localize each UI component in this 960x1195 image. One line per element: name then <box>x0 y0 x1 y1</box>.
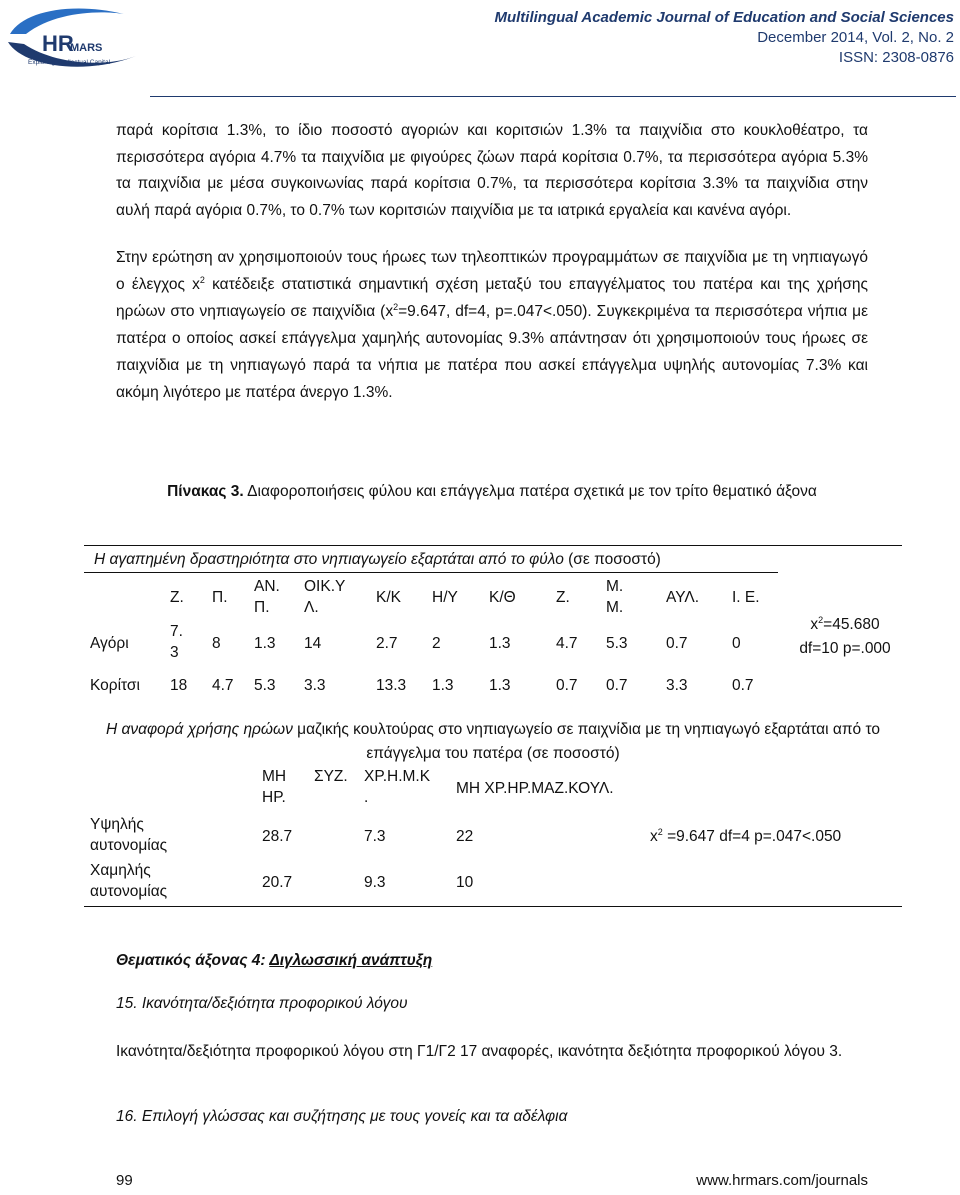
table1-cell: 14 <box>304 635 322 652</box>
table1-cell: 3.3 <box>304 677 326 694</box>
table1-cell: 0.7 <box>732 677 754 694</box>
table1-stat-line-2: df=10 p=.000 <box>799 640 891 657</box>
journal-issue: December 2014, Vol. 2, No. 2 <box>757 29 954 46</box>
table1-cell: 1.3 <box>489 677 511 694</box>
table1-col-header: Ζ. <box>170 589 184 606</box>
section-heading <box>116 952 868 970</box>
paragraph-2 <box>116 244 868 406</box>
table2-bottom-rule <box>84 906 902 907</box>
table1-col-header: ΑΥΛ. <box>666 589 700 606</box>
table1-title <box>94 549 661 570</box>
table2-stat-sup: 2 <box>657 826 663 837</box>
table1-col-header: Κ/Θ <box>489 589 516 606</box>
table2-stat-a: =9.647 df=4 p=.047<.050 <box>662 828 842 845</box>
table1-title-italic: Η αγαπημένη δραστηριότητα στο νηπιαγωγείο εξαρτάται από το φύλο <box>94 551 564 568</box>
section-paragraph: Ικανότητα/δεξιότητα προφορικού λόγου στη Γ1/Γ2 17 αναφορές, ικανότητα δεξιότητα προφορικού λόγου 3. <box>116 1043 843 1060</box>
table2-col-header: ΜΗ ΗΡ. <box>262 768 287 806</box>
table2-stat-x: x <box>650 828 658 845</box>
paragraph-1: παρά κορίτσια 1.3%, το ίδιο ποσοστό αγοριών και κοριτσιών 1.3% τα παιχνίδια στο κουκλοθέατρο, τα περισσότερα αγόρια 4.7% τα παιχνίδια με φιγούρες ζώων παρά κορίτσια 0.7%, τα περισσότερα αγόρια 5.3% τα παιχνίδια με μέσα συγκοινωνίας παρά κορίτσια 0.7%, τα περισσότερα κορίτσια 3.3% τα παιχνίδια στην αυλή παρά αγόρια 0.7%, το 0.7% των κοριτσιών παιχνίδια με τα ιατρικά εργαλεία και κανένα αγόρι. <box>116 122 868 219</box>
table1-stat-sup: 2 <box>818 614 824 625</box>
section-heading-underlined: Διγλωσσική ανάπτυξη <box>269 952 433 969</box>
table2-cell: 22 <box>456 828 474 845</box>
table1-row-label: Κορίτσι <box>90 677 140 694</box>
table2-col-header: ΧΡ.Η.Μ.Κ . <box>364 768 431 806</box>
table1-cell: 4.7 <box>212 677 234 694</box>
journal-issn: ISSN: 2308-0876 <box>838 49 954 66</box>
table1-cell: 3.3 <box>666 677 688 694</box>
table1-cell: 0.7 <box>606 677 628 694</box>
footer-url[interactable]: www.hrmars.com/journals <box>696 1172 868 1189</box>
table1-cell: 1.3 <box>432 677 454 694</box>
table1-cell: 7. 3 <box>170 623 183 661</box>
table1-col-header: Ι. Ε. <box>732 589 760 606</box>
table2-title-italic: Η αναφορά χρήσης ηρώων <box>106 721 293 738</box>
table2-row-label: Χαμηλής αυτονομίας <box>90 862 168 900</box>
table1-col-header: ΑΝ. Π. <box>254 578 280 616</box>
table1-col-header: Κ/Κ <box>376 589 401 606</box>
table2-cell: 10 <box>456 874 474 891</box>
table2-cell: 7.3 <box>364 828 386 845</box>
table1-stat-line-1 <box>782 614 908 635</box>
table1-cell: 2 <box>432 635 441 652</box>
table1-cell: 1.3 <box>489 635 511 652</box>
p2-text-a: Στην ερώτηση αν χρησιμοποιούν τους ήρωες των τηλεοπτικών προγραμμάτων σε παιχνίδια με τη νηπιαγωγό ο έλεγχος x <box>116 249 868 293</box>
hrmars-logo <box>4 4 154 74</box>
table-caption-label: Πίνακας 3. <box>167 483 244 500</box>
table2-cell: 20.7 <box>262 874 293 891</box>
p2-text-c: =9.647, df=4, p=.047<.050). Συγκεκριμένα τα περισσότερα νήπια με πατέρα ο οποίος ασκεί επάγγελμα χαμηλής αυτονομίας 9.3% απάντησαν ότι χρησιμοποιούν τους ήρωες σε παιχνίδια με τη νηπιαγωγό παρά τα νήπια με πατέρα που ασκεί επάγγελμα υψηλής αυτονομίας 7.3% και ακόμη λιγότερο με πατέρα άνεργο 1.3%. <box>116 303 869 401</box>
table2-stat <box>650 826 841 847</box>
item-15: 15. Ικανότητα/δεξιότητα προφορικού λόγου <box>116 995 408 1012</box>
table1-cell: 0.7 <box>556 677 578 694</box>
page-number: 99 <box>116 1172 133 1189</box>
table1-cell: 0 <box>732 635 741 652</box>
table1-col-header: ΟΙΚ.Υ Λ. <box>304 578 346 616</box>
table1-cell: 8 <box>212 635 221 652</box>
table-caption <box>116 478 868 506</box>
section-heading-prefix: Θεματικός άξονας 4: <box>116 952 270 969</box>
table1-stat-x: x <box>810 616 819 633</box>
p2-sup-2: 2 <box>393 301 399 312</box>
table-caption-text: Διαφοροποιήσεις φύλου και επάγγελμα πατέρα σχετικά με τον τρίτο θεματικό άξονα <box>243 483 817 500</box>
table2-title-plain: μαζικής κουλτούρας στο νηπιαγωγείο σε παιχνίδια με τη νηπιαγωγό εξαρτάται από το επάγγελμα του πατέρα (σε ποσοστό) <box>292 721 880 762</box>
table2-col-header: ΣΥΖ. <box>314 768 348 785</box>
table1-col-header: Π. <box>212 589 228 606</box>
table1-top-rule <box>84 545 902 546</box>
table2-cell: 28.7 <box>262 828 293 845</box>
table1-stat-a: =45.680 <box>823 616 880 633</box>
table2-row-label: Υψηλής αυτονομίας <box>90 816 168 854</box>
table2-title <box>84 718 902 766</box>
table1-col-header: Η/Υ <box>432 589 458 606</box>
table1-col-header: Ζ. <box>556 589 570 606</box>
table1-cell: 0.7 <box>666 635 688 652</box>
logo-main-text: HR <box>42 31 74 56</box>
journal-title: Multilingual Academic Journal of Education and Social Sciences <box>494 9 954 26</box>
table1-cell: 13.3 <box>376 677 407 694</box>
p2-sup-1: 2 <box>199 274 205 285</box>
item-16: 16. Επιλογή γλώσσας και συζήτησης με τους γονείς και τα αδέλφια <box>116 1108 568 1125</box>
table1-cell: 5.3 <box>254 677 276 694</box>
table1-cell: 1.3 <box>254 635 276 652</box>
table2-cell: 9.3 <box>364 874 386 891</box>
table1-cell: 18 <box>170 677 188 694</box>
p2-text-b: κατέδειξε στατιστικά σημαντική σχέση μεταξύ του επαγγέλματος του πατέρα και της χρήσης ηρώων στο νηπιαγωγείο σε παιχνίδια (x <box>116 276 868 320</box>
table2-col-header: ΜΗ ΧΡ.ΗΡ.ΜΑΖ.ΚΟΥΛ. <box>456 780 614 797</box>
table1-cell: 4.7 <box>556 635 578 652</box>
table1-col-header: Μ. Μ. <box>606 578 624 616</box>
table1-cell: 5.3 <box>606 635 628 652</box>
table1-title-plain: (σε ποσοστό) <box>563 551 661 568</box>
logo-tagline: Exploring Intellectual Capital <box>28 59 111 66</box>
table1-sub-rule <box>84 572 778 573</box>
logo-small-text: MARS <box>70 42 103 54</box>
header-divider <box>150 96 956 97</box>
table1-cell: 2.7 <box>376 635 398 652</box>
table1-row-label: Αγόρι <box>90 635 129 652</box>
journal-header <box>494 8 954 68</box>
